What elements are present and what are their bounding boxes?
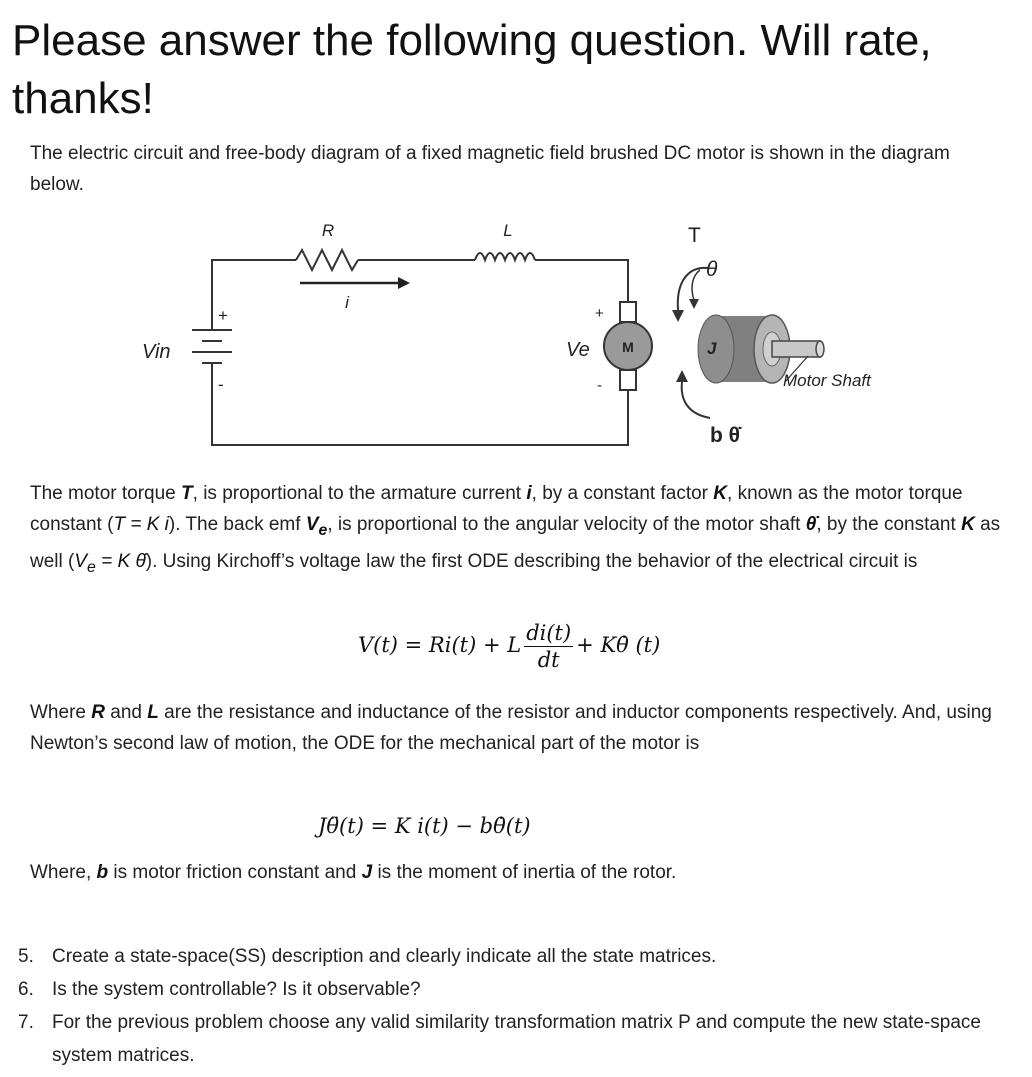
mechanical-ode: Jθ̈(t) = K i(t) − bθ̇(t) (318, 814, 531, 838)
list-item: 6. Is the system controllable? Is it observable? (18, 979, 421, 1000)
resistor-symbol (296, 250, 358, 270)
current-label: i (345, 293, 349, 312)
backemf-label: Ve (566, 339, 590, 361)
friction-arrow (682, 382, 710, 418)
intro-paragraph: The electric circuit and free-body diagram of a fixed magnetic field brushed DC motor is shown in the diagram below. (30, 143, 950, 195)
list-item: 5. Create a state-space(SS) description and clearly indicate all the state matrices. (18, 946, 717, 967)
source-label: Vin (142, 341, 171, 363)
friction-label: b θ̇ (710, 424, 741, 447)
inertia-label: J (707, 339, 717, 358)
torque-label: T (688, 224, 701, 247)
inductor-symbol (475, 253, 535, 260)
current-arrowhead (398, 277, 410, 289)
shaft-label: Motor Shaft (783, 371, 871, 390)
theta-arrow (692, 270, 700, 300)
question-heading: Please answer the following question. Will rate, thanks! (12, 16, 932, 123)
bottom-wire (212, 380, 628, 445)
torque-arrowhead (672, 310, 684, 322)
list-item: 7. For the previous problem choose any valid similarity transformation matrix P and compute the new state-space system matrices. (18, 1012, 981, 1066)
motor-label: M (622, 339, 634, 355)
backemf-minus-label: - (597, 377, 602, 394)
motor-shaft (772, 341, 824, 357)
source-plus-label: + (218, 306, 228, 325)
friction-paragraph: Where, b is motor friction constant and J is the moment of inertia of the rotor. (30, 862, 677, 883)
electrical-ode: V(t) = Ri(t) + L $\frac{di(t)}{dt}$ + Kθ̇ (t) (358, 621, 661, 672)
question-list (18, 940, 1018, 1072)
motor-circuit-diagram (0, 210, 1032, 460)
inductor-label: L (503, 221, 513, 240)
friction-arrowhead (676, 370, 688, 382)
top-wire-right (535, 260, 628, 302)
theta-label: θ (706, 258, 718, 281)
resistance-paragraph: Where R and L are the resistance and inductance of the resistor and inductor components respectively. And, using Newton’s second law of motion, the ODE for the mechanical part of the motor is (30, 702, 992, 754)
motor-top-terminal (620, 302, 636, 322)
backemf-plus-label: + (595, 305, 604, 322)
motor-bottom-terminal (620, 370, 636, 390)
theta-arrowhead (689, 299, 699, 309)
resistor-label: R (321, 221, 335, 240)
source-minus-label: - (218, 375, 224, 394)
torque-paragraph: The motor torque T, is proportional to the armature current i, by a constant factor K, known as the motor torque constant (T = K i). The back emf $V_e$, is proportional to the angular velocity of the motor shaft θ̇, by the constant K as well ($V_e = K$ θ̇). Using Kirchoff’s voltage law the first ODE describing the behavior of the electrical circuit is (30, 483, 1001, 576)
